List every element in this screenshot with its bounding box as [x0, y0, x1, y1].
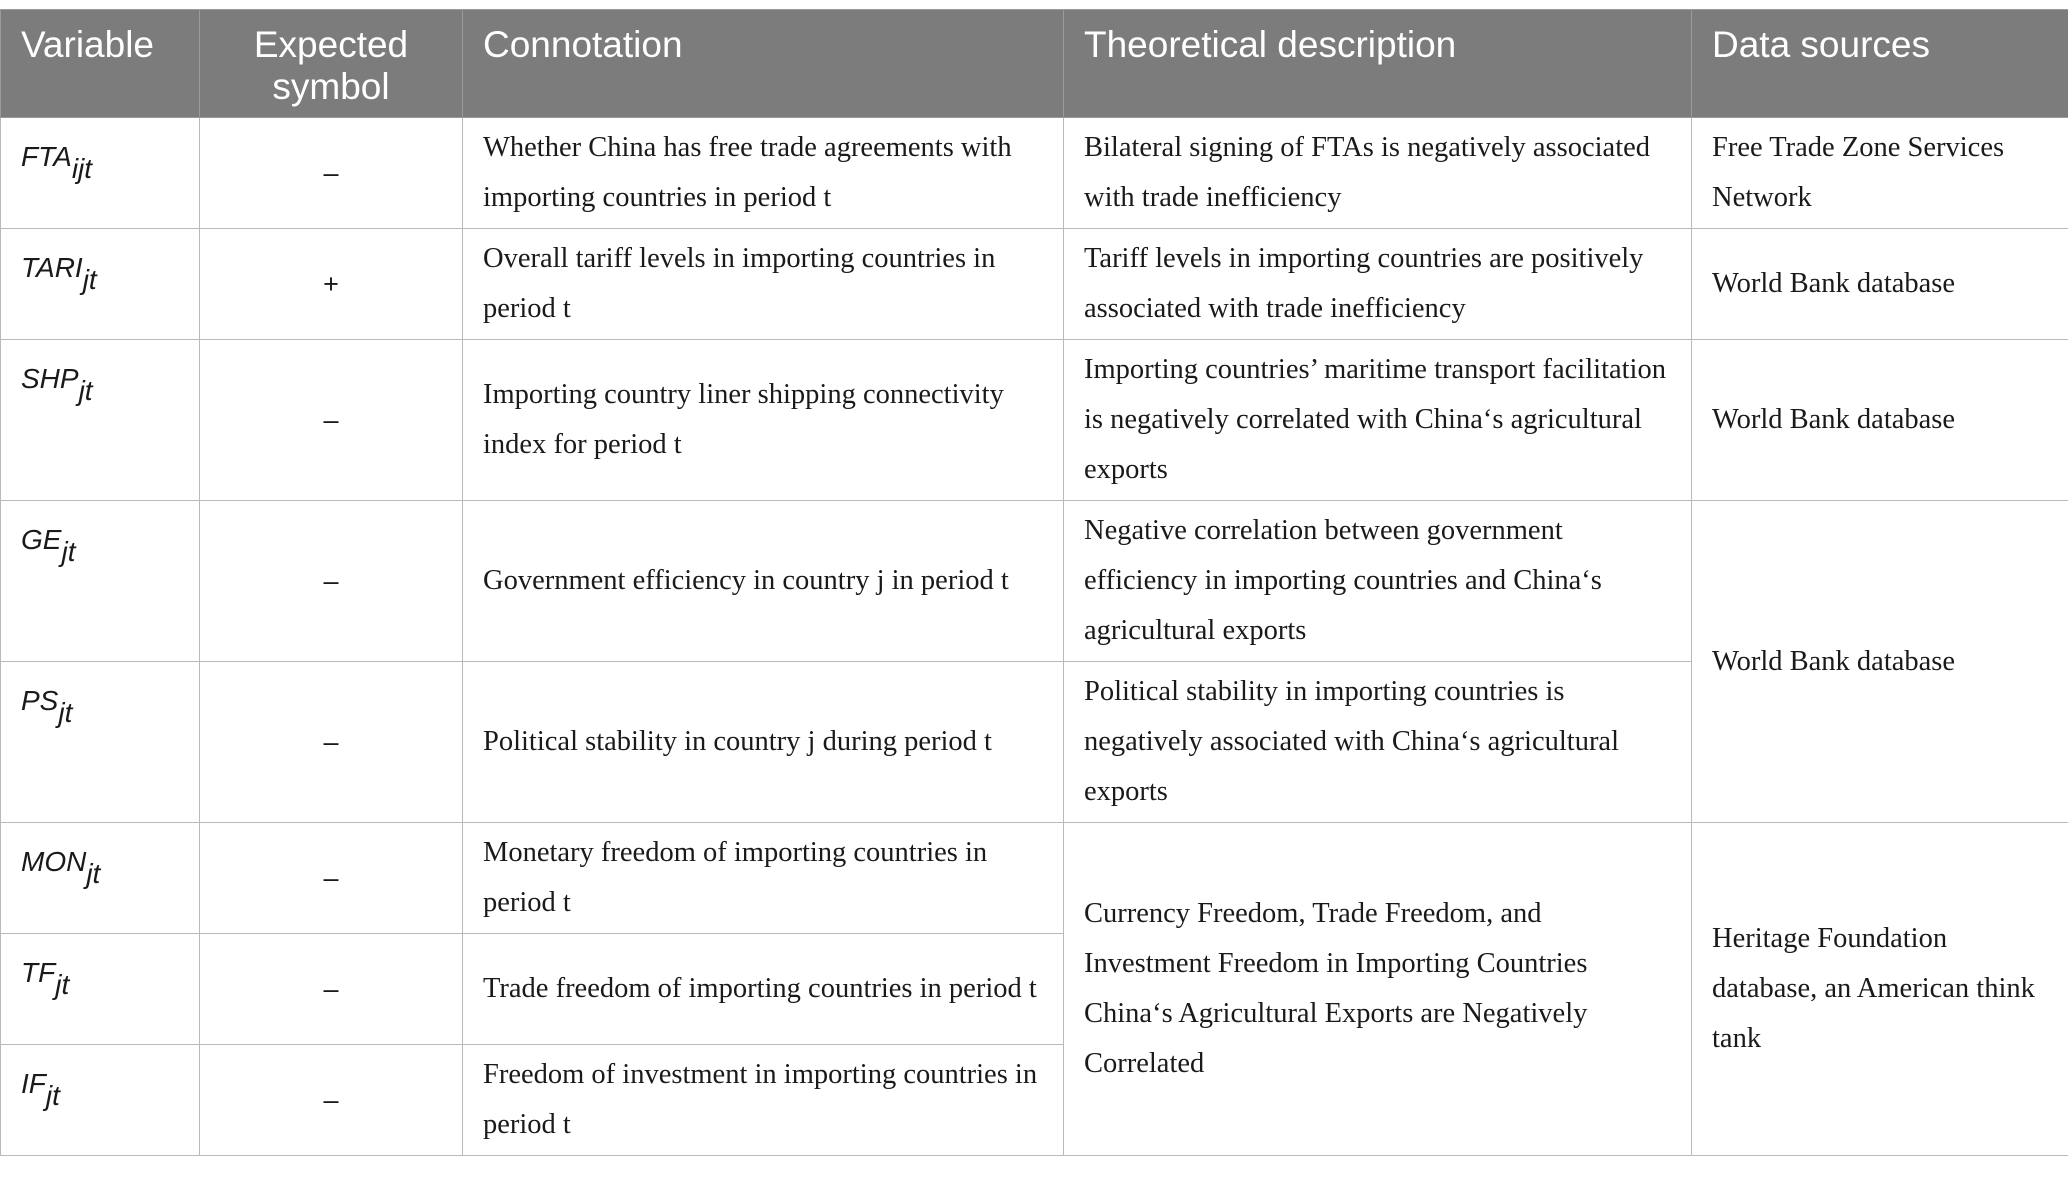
- description-cell: Importing countries’ maritime transport facilitation is negatively correlated with China‘s agricultural exports: [1064, 340, 1692, 501]
- table-row: [1, 118, 2068, 229]
- expected-symbol-cell: +: [200, 229, 463, 340]
- variable-cell: $SHP_{jt}$: [1, 340, 200, 501]
- variable-cell: $PS_{jt}$: [1, 662, 200, 823]
- variable-cell: $TARI_{jt}$: [1, 229, 200, 340]
- source-cell: Heritage Foundation database, an American think tank: [1692, 823, 2068, 1156]
- source-cell: World Bank database: [1692, 229, 2068, 340]
- header-data-sources: Data sources: [1692, 10, 2068, 118]
- description-cell: Political stability in importing countries is negatively associated with China‘s agricultural exports: [1064, 662, 1692, 823]
- header-connotation: Connotation: [463, 10, 1064, 118]
- expected-symbol-cell: –: [200, 662, 463, 823]
- variable-cell: $GE_{jt}$: [1, 501, 200, 662]
- expected-symbol-cell: –: [200, 823, 463, 934]
- connotation-cell: Freedom of investment in importing countries in period t: [463, 1045, 1064, 1156]
- source-cell: World Bank database: [1692, 340, 2068, 501]
- connotation-cell: Trade freedom of importing countries in period t: [463, 934, 1064, 1045]
- connotation-cell: Monetary freedom of importing countries in period t: [463, 823, 1064, 934]
- table-row: [1, 823, 2068, 934]
- expected-symbol-cell: –: [200, 934, 463, 1045]
- header-row: [1, 10, 2068, 118]
- connotation-cell: Whether China has free trade agreements with importing countries in period t: [463, 118, 1064, 229]
- table-row: [1, 501, 2068, 662]
- variable-cell: $MON_{jt}$: [1, 823, 200, 934]
- expected-symbol-cell: –: [200, 501, 463, 662]
- table-row: [1, 229, 2068, 340]
- variable-cell: $IF_{jt}$: [1, 1045, 200, 1156]
- table-row: [1, 340, 2068, 501]
- connotation-cell: Overall tariff levels in importing countries in period t: [463, 229, 1064, 340]
- description-cell: Tariff levels in importing countries are positively associated with trade inefficiency: [1064, 229, 1692, 340]
- description-cell: Currency Freedom, Trade Freedom, and Investment Freedom in Importing Countries China‘s Agricultural Exports are Negatively Correlated: [1064, 823, 1692, 1156]
- description-cell: Negative correlation between government efficiency in importing countries and China‘s agricultural exports: [1064, 501, 1692, 662]
- header-theoretical-description: Theoretical description: [1064, 10, 1692, 118]
- source-cell: World Bank database: [1692, 501, 2068, 823]
- connotation-cell: Government efficiency in country j in period t: [463, 501, 1064, 662]
- variables-table: [0, 9, 2068, 1156]
- description-cell: Bilateral signing of FTAs is negatively associated with trade inefficiency: [1064, 118, 1692, 229]
- connotation-cell: Importing country liner shipping connectivity index for period t: [463, 340, 1064, 501]
- expected-symbol-cell: –: [200, 340, 463, 501]
- header-variable: Variable: [1, 10, 200, 118]
- header-expected-symbol: Expected symbol: [200, 10, 463, 118]
- expected-symbol-cell: –: [200, 1045, 463, 1156]
- connotation-cell: Political stability in country j during period t: [463, 662, 1064, 823]
- variable-cell: $TF_{jt}$: [1, 934, 200, 1045]
- source-cell: Free Trade Zone Services Network: [1692, 118, 2068, 229]
- expected-symbol-cell: –: [200, 118, 463, 229]
- variable-cell: $FTA_{ijt}$: [1, 118, 200, 229]
